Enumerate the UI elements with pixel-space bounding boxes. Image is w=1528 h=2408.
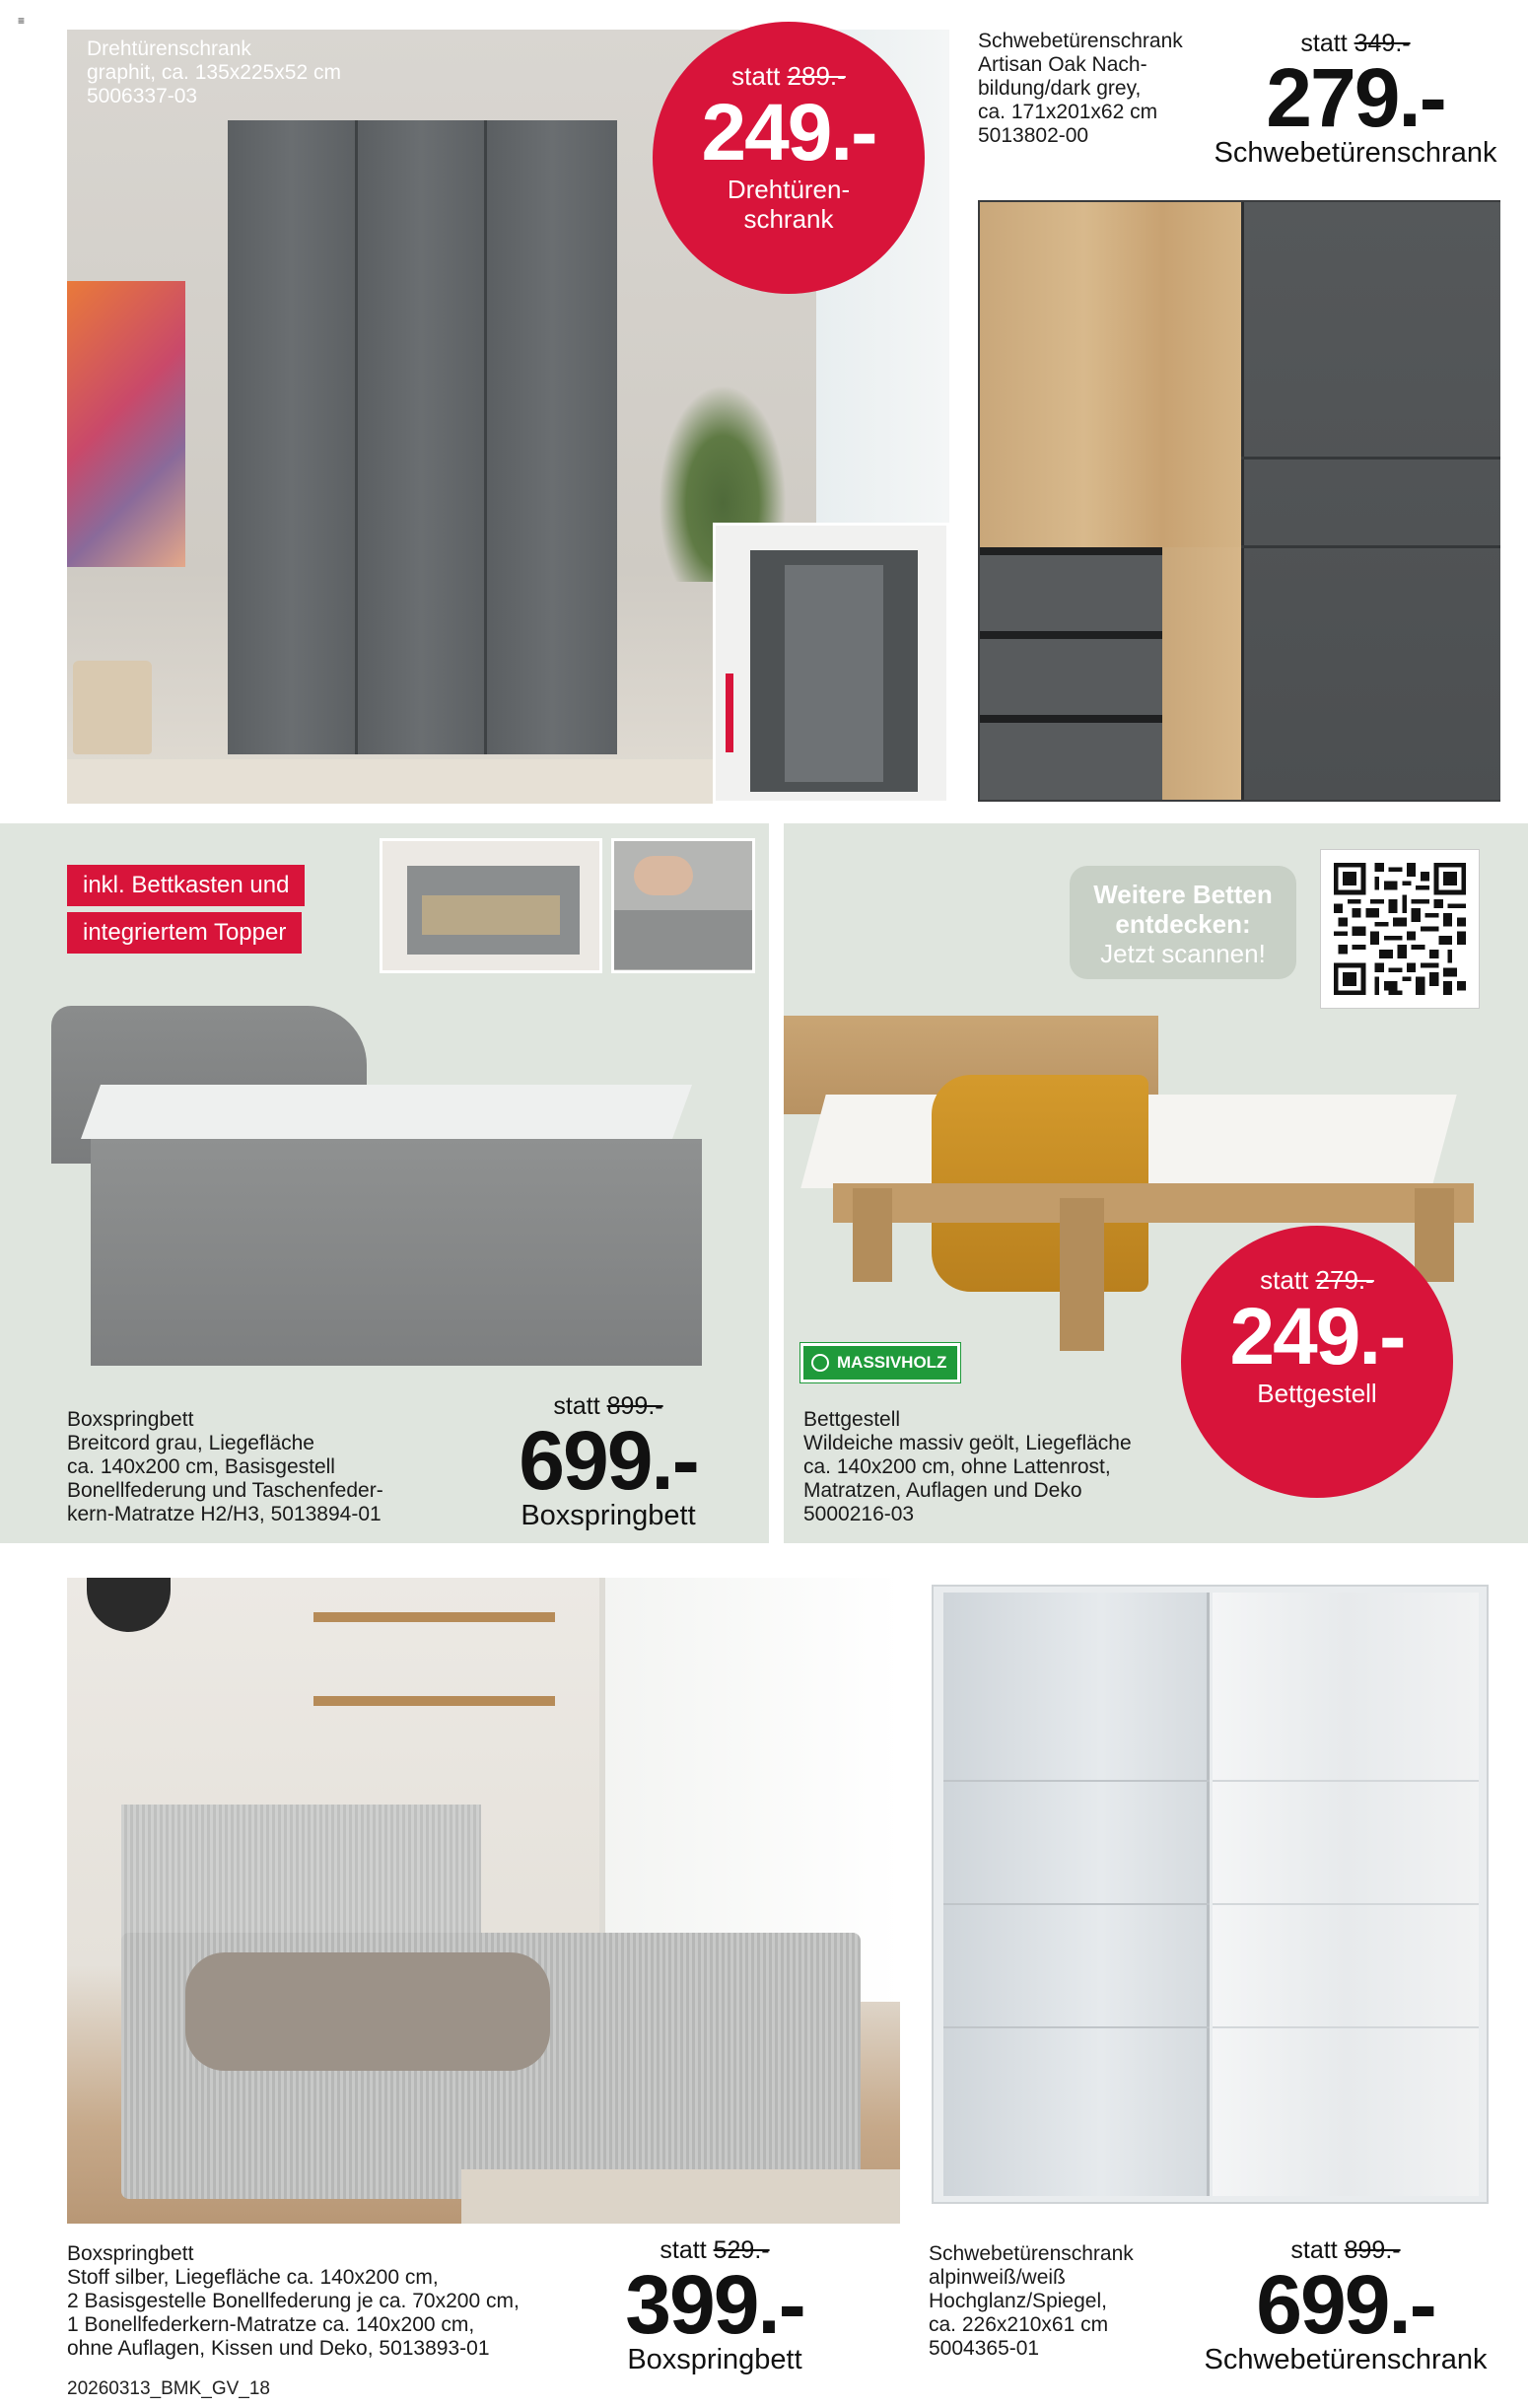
wall-artwork (67, 281, 185, 567)
price-boxspringbett-grau (455, 1392, 761, 1531)
drehtuerenschrank-description (87, 37, 341, 108)
grey-door-right (1241, 202, 1500, 800)
menu-icon: ≡ (18, 14, 26, 28)
price-label: Drehtüren- (727, 175, 851, 204)
inset-topper (611, 838, 755, 973)
product-name: Boxspringbett (67, 2242, 194, 2265)
box-base (91, 1139, 702, 1366)
wardrobe-door-middle (358, 120, 487, 754)
product-detail: bildung/dark grey, (978, 77, 1142, 100)
price-schwebetuerenschrank-oak (1193, 30, 1518, 169)
grey-drawers (980, 547, 1162, 800)
product-detail: 2 Basisgestelle Bonellfederung je ca. 70x200 cm, (67, 2290, 520, 2312)
boxspringbett-silber-photo (67, 1578, 900, 2224)
current-price: 249.- (1229, 1292, 1405, 1381)
boxspringbett-grau-image (51, 1006, 702, 1242)
product-name: Drehtürenschrank (87, 37, 251, 60)
boxspringbett-grau-description (67, 1408, 383, 1526)
schwebetuerenschrank-oak-description (978, 30, 1183, 148)
product-detail: ca. 140x200 cm, Basisgestell (67, 1455, 335, 1478)
price-label: Bettgestell (1257, 1379, 1377, 1408)
product-name: Schwebetürenschrank (929, 2242, 1134, 2265)
product-detail: Stoff silber, Liegefläche ca. 140x200 cm, (67, 2266, 439, 2289)
article-number: 5000216-03 (803, 1503, 915, 1525)
product-detail: 1 Bonellfederkern-Matratze ca. 140x200 cm, (67, 2313, 475, 2336)
product-detail: ca. 226x210x61 cm (929, 2313, 1109, 2336)
schwebetuerenschrank-weiss-description (929, 2242, 1134, 2361)
current-price: 399.- (625, 2258, 804, 2351)
old-price: statt 279.- (1260, 1265, 1374, 1295)
massivholz-badge: MASSIVHOLZ (800, 1343, 960, 1382)
article-number: ohne Auflagen, Kissen und Deko, 5013893-01 (67, 2337, 490, 2360)
price-label: Schwebetürenschrank (1214, 137, 1497, 169)
schwebetuerenschrank-weiss-image (932, 1573, 1498, 2214)
throw-blanket (185, 1952, 550, 2071)
qr-code-icon[interactable] (1321, 850, 1479, 1008)
old-price: statt 289.- (731, 61, 846, 91)
wardrobe-graphite (228, 120, 617, 754)
price-label: Boxspringbett (521, 1500, 696, 1531)
product-name: Bettgestell (803, 1408, 901, 1431)
price-label: Boxspringbett (627, 2344, 802, 2375)
mattress-topper (81, 1085, 692, 1139)
bed-leg (853, 1188, 892, 1282)
wardrobe-door-right (487, 120, 617, 754)
qr-cta-bubble[interactable] (1070, 866, 1296, 979)
product-detail: alpinweiß/weiß (929, 2266, 1066, 2289)
product-detail: Wildeiche massiv geölt, Liegefläche (803, 1432, 1132, 1454)
inset-open-wardrobe (713, 523, 949, 804)
price-label: schrank (743, 204, 834, 234)
old-price: statt 529.- (660, 2236, 770, 2264)
price-circle-bettgestell (1181, 1226, 1453, 1498)
old-price: statt 349.- (1300, 30, 1411, 57)
wooden-frame (833, 1183, 1474, 1223)
product-name: Boxspringbett (67, 1408, 194, 1431)
product-detail: Breitcord grau, Liegefläche (67, 1432, 314, 1454)
product-detail: Bonellfederung und Taschenfeder- (67, 1479, 383, 1502)
article-number: kern-Matratze H2/H3, 5013894-01 (67, 1503, 382, 1525)
mirror-door-left (943, 1593, 1210, 2196)
wardrobe-door-left (228, 120, 358, 754)
bettgestell-description (803, 1408, 1132, 1526)
product-detail: Matratzen, Auflagen und Deko (803, 1479, 1082, 1502)
inset-bed-storage (380, 838, 602, 973)
price-boxspringbett-silber (572, 2236, 858, 2375)
badge-topper: integriertem Topper (67, 912, 302, 954)
oak-panel-bottom (1162, 547, 1241, 800)
bed-leg (1060, 1198, 1104, 1351)
article-number: 5013802-00 (978, 124, 1089, 147)
rug (461, 2169, 900, 2224)
old-price: statt 899.- (553, 1392, 663, 1420)
pendant-lamp (87, 1578, 171, 1632)
wall-shelf (313, 1612, 555, 1622)
qr-cta-text: Weitere Betten (1093, 880, 1273, 909)
product-detail: Artisan Oak Nach- (978, 53, 1147, 76)
product-detail: graphit, ca. 135x225x52 cm (87, 61, 341, 84)
qr-cta-text: Jetzt scannen! (1100, 939, 1266, 968)
current-price: 279.- (1266, 51, 1445, 144)
current-price: 699.- (1256, 2258, 1435, 2351)
product-detail: ca. 171x201x62 cm (978, 101, 1158, 123)
schwebetuerenschrank-oak-image (978, 200, 1500, 802)
article-number: 5004365-01 (929, 2337, 1040, 2360)
price-label: Schwebetürenschrank (1204, 2344, 1488, 2375)
bag (73, 661, 152, 754)
boxspringbett-silber-description (67, 2242, 520, 2361)
product-name: Schwebetürenschrank (978, 30, 1183, 52)
price-circle-drehtuerenschrank (653, 22, 925, 294)
footer-code: 20260313_BMK_GV_18 (67, 2378, 270, 2399)
current-price: 699.- (519, 1414, 698, 1507)
wall-shelf (313, 1696, 555, 1706)
article-number: 5006337-03 (87, 85, 198, 107)
leaf-icon (811, 1354, 829, 1372)
price-schwebetuerenschrank-weiss (1183, 2236, 1508, 2375)
product-detail: ca. 140x200 cm, ohne Lattenrost, (803, 1455, 1111, 1478)
gloss-door-right (1213, 1593, 1479, 2196)
current-price: 249.- (701, 88, 876, 177)
oak-panel-top (980, 202, 1241, 547)
qr-cta-text: entdecken: (1115, 909, 1251, 939)
product-detail: Hochglanz/Spiegel, (929, 2290, 1107, 2312)
badge-bettkasten: inkl. Bettkasten und (67, 865, 305, 906)
old-price: statt 899.- (1290, 2236, 1401, 2264)
